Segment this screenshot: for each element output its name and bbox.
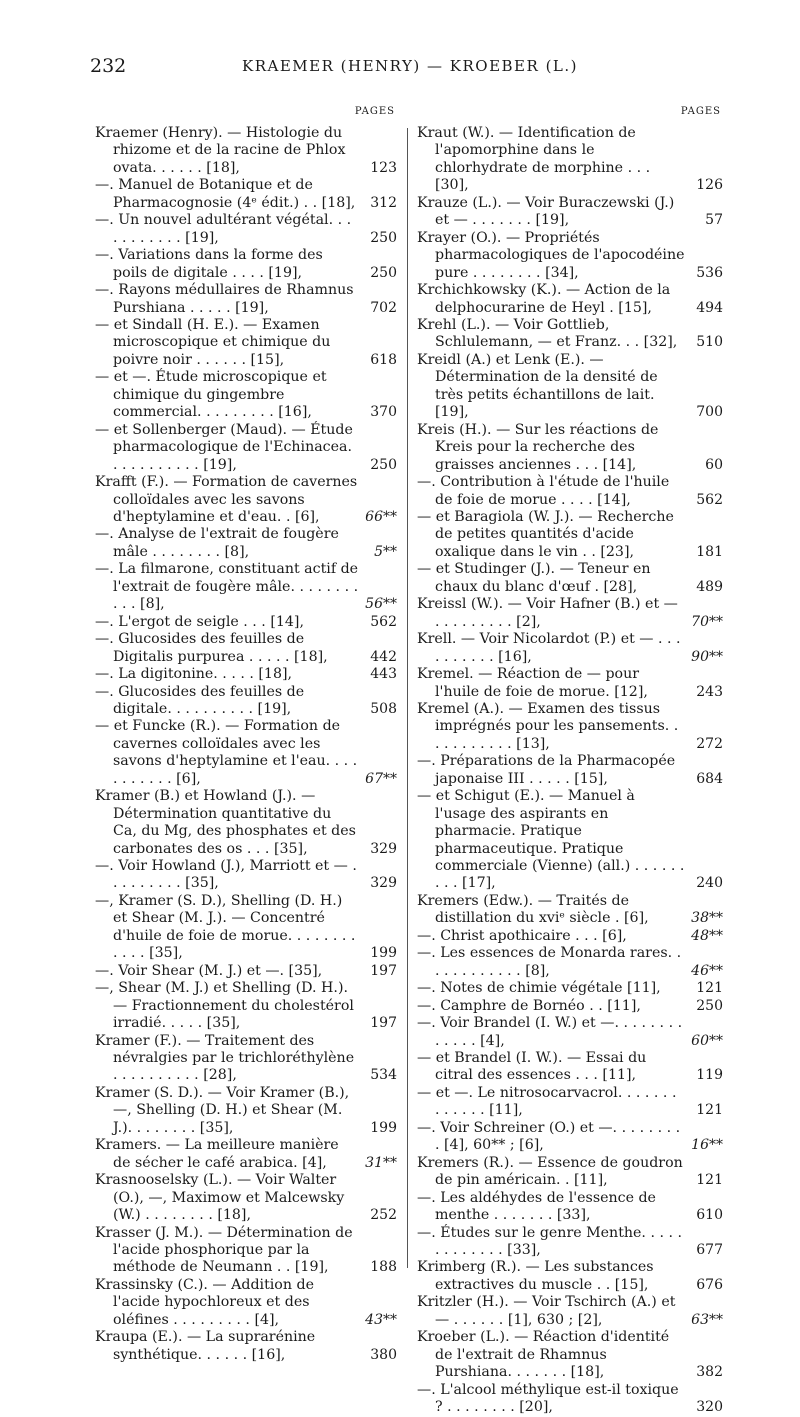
entry-page-number: 38**	[691, 910, 723, 927]
entry-text: Krasser (J. M.). — Détermination de l'acide phosphorique par la méthode de Neumann . . [19],	[95, 1224, 353, 1276]
index-entry	[95, 614, 397, 631]
entry-text: — et Baragiola (W. J.). — Recherche de petites quantités d'acide oxalique dans le vin . . [23],	[417, 508, 674, 560]
entry-page-number: 119	[696, 1067, 723, 1084]
index-entry	[417, 125, 723, 195]
index-entry	[95, 980, 397, 1032]
entry-text: —. Glucosides des feuilles de Digitalis purpurea . . . . . [18],	[95, 631, 328, 665]
entry-page-number: 370	[370, 404, 397, 421]
entry-text: — et Funcke (R.). — Formation de cavernes colloïdales avec les savons d'heptylamine et l'eau. . . . . . . . . . . [6],	[95, 718, 358, 787]
entry-text: —. Voir Brandel (I. W.) et —. . . . . . . . . . . . . [4],	[417, 1015, 683, 1049]
entry-text: —. Voir Howland (J.), Marriott et — . . . . . . . . . [35],	[95, 858, 357, 892]
entry-text: — et Sollenberger (Maud). — Étude pharmacologique de l'Echinacea. . . . . . . . . . . [19],	[95, 421, 353, 473]
entry-page-number: 494	[696, 299, 723, 316]
index-entry	[95, 474, 397, 526]
entry-page-number: 121	[696, 1172, 723, 1189]
column-divider	[407, 128, 408, 1268]
index-entry	[95, 526, 397, 561]
index-entry	[95, 963, 397, 980]
entry-page-number: 5**	[374, 543, 397, 560]
entry-text: Krehl (L.). — Voir Gottlieb, Schlulemann, — et Franz. . . [32],	[417, 316, 678, 351]
entry-page-number: 380	[370, 1346, 397, 1363]
index-entry	[95, 718, 397, 788]
index-entry	[417, 1120, 723, 1155]
entry-text: —. Contribution à l'étude de l'huile de foie de morue . . . . [14],	[417, 474, 670, 508]
entry-text: Kramer (B.) et Howland (J.). — Détermination quantitative du Ca, du Mg, des phosphates et des carbonates des os . . . [35],	[95, 788, 356, 857]
entry-text: —. Voir Schreiner (O.) et —. . . . . . . . . [4], 60** ; [6],	[417, 1119, 681, 1154]
entry-text: Kreidl (A.) et Lenk (E.). — Détermination de la densité de très petits échantillons de lait. [19],	[417, 351, 658, 421]
index-entry	[95, 561, 397, 613]
index-entry	[95, 1172, 397, 1224]
entry-text: —. Christ apothicaire . . . [6],	[417, 927, 627, 944]
entry-text: —. Rayons médullaires de Rhamnus Purshiana . . . . . [19],	[95, 282, 354, 316]
right-column	[417, 105, 723, 1417]
index-entry	[417, 701, 723, 753]
entry-page-number: 562	[370, 613, 397, 630]
entry-page-number: 534	[370, 1067, 397, 1084]
entry-text: Kremers (R.). — Essence de goudron de pin américain. . [11],	[417, 1154, 683, 1189]
entry-page-number: 618	[370, 351, 397, 368]
index-entry	[417, 561, 723, 596]
entry-page-number: 243	[696, 683, 723, 700]
entry-text: — et —. Le nitrosocarvacrol. . . . . . . . . . . . . [11],	[417, 1084, 677, 1119]
entry-page-number: 199	[370, 1119, 397, 1136]
index-entry	[417, 1155, 723, 1190]
index-entry	[417, 928, 723, 945]
entry-text: Krassinsky (C.). — Addition de l'acide hypochloreux et des oléfines . . . . . . . . . [4],	[95, 1276, 314, 1328]
entry-page-number: 67**	[365, 770, 397, 787]
index-entry	[95, 893, 397, 963]
index-entry	[95, 1085, 397, 1137]
index-entry	[95, 177, 397, 212]
entry-page-number: 188	[370, 1259, 397, 1276]
entry-text: —. Les essences de Monarda rares. . . . . . . . . . . . [8],	[417, 945, 682, 979]
index-entry	[417, 1382, 723, 1417]
index-entry	[95, 1225, 397, 1277]
index-entry	[95, 1277, 397, 1329]
index-entry	[417, 352, 723, 422]
entry-text: Kraut (W.). — Identification de l'apomorphine dans le chlorhydrate de morphine . . . [30],	[417, 125, 651, 194]
entry-page-number: 56**	[365, 596, 397, 613]
entry-text: —. Manuel de Botanique et de Pharmacognosie (4ᵉ édit.) . . [18],	[95, 177, 356, 211]
entry-text: — et Brandel (I. W.). — Essai du citral des essences . . . [11],	[417, 1050, 647, 1084]
entry-page-number: 199	[370, 945, 397, 962]
entry-text: Krauze (L.). — Voir Buraczewski (J.) et — . . . . . . . [19],	[417, 194, 675, 229]
entry-text: —. Préparations de la Pharmacopée japonaise III . . . . . [15],	[417, 753, 676, 787]
entry-text: —. Glucosides des feuilles de digitale. . . . . . . . . . [19],	[95, 683, 305, 717]
entry-page-number: 60	[705, 456, 723, 473]
entry-page-number: 443	[370, 666, 397, 683]
entry-page-number: 442	[370, 648, 397, 665]
index-entry	[95, 1329, 397, 1364]
entry-page-number: 700	[696, 404, 723, 421]
entry-text: —. L'alcool méthylique est-il toxique ? . . . . . . . . [20],	[417, 1381, 679, 1416]
entry-page-number: 250	[370, 456, 397, 473]
index-entry	[417, 998, 723, 1015]
entry-text: Kritzler (H.). — Voir Tschirch (A.) et — . . . . . . [1], 630 ; [2],	[417, 1294, 676, 1328]
entry-text: —. Un nouvel adultérant végétal. . . . . . . . . . . [19],	[95, 212, 352, 246]
entry-page-number: 250	[696, 997, 723, 1014]
index-entry	[417, 596, 723, 631]
entry-text: Kroeber (L.). — Réaction d'identité de l'extrait de Rhamnus Purshiana. . . . . . . [18],	[417, 1329, 670, 1381]
pages-column-label: PAGES	[680, 106, 721, 117]
entry-text: Kraupa (E.). — La suprarénine synthétique. . . . . . [16],	[95, 1329, 316, 1363]
index-entry	[417, 980, 723, 997]
index-entry	[95, 1033, 397, 1085]
entry-page-number: 121	[696, 980, 723, 997]
entry-page-number: 197	[370, 1015, 397, 1032]
index-entry	[95, 631, 397, 666]
entry-text: Kreissl (W.). — Voir Hafner (B.) et — . . . . . . . . . [2],	[417, 596, 678, 630]
entry-text: —. Camphre de Bornéo . . [11],	[417, 997, 641, 1014]
entry-page-number: 250	[370, 264, 397, 281]
entry-page-number: 250	[370, 229, 397, 246]
index-entry	[417, 1190, 723, 1225]
entry-page-number: 252	[370, 1207, 397, 1224]
entry-page-number: 16**	[691, 1137, 723, 1154]
entry-page-number: 610	[696, 1207, 723, 1224]
index-entry	[417, 282, 723, 317]
index-entry	[417, 1085, 723, 1120]
entry-text: —. La filmarone, constituant actif de l'extrait de fougère mâle. . . . . . . . . . . [8],	[95, 561, 359, 613]
entry-page-number: 46**	[691, 962, 723, 979]
entry-text: — et Studinger (J.). — Teneur en chaux du blanc d'œuf . [28],	[417, 561, 651, 595]
entry-text: Krell. — Voir Nicolardot (P.) et — . . . . . . . . . . [16],	[417, 631, 681, 665]
index-entry	[95, 858, 397, 893]
entry-text: Kreis (H.). — Sur les réactions de Kreis pour la recherche des graisses anciennes . . . [14],	[417, 421, 659, 473]
index-entry	[95, 666, 397, 683]
index-entry	[417, 753, 723, 788]
entry-page-number: 677	[696, 1242, 723, 1258]
index-entry	[95, 317, 397, 369]
index-entry	[95, 788, 397, 858]
entry-page-number: 60**	[691, 1032, 723, 1049]
entry-text: — et Schigut (E.). — Manuel à l'usage des aspirants en pharmacie. Pratique pharmaceutique. Pratique commerciale (Vienne) (all.) . . . . . . . . . [17],	[417, 788, 685, 892]
entry-text: Kramer (F.). — Traitement des névralgies par le trichloréthylène . . . . . . . . . . [28],	[95, 1032, 355, 1084]
entry-page-number: 197	[370, 962, 397, 979]
entry-text: —. Voir Shear (M. J.) et —. [35],	[95, 962, 323, 979]
entry-text: —. Notes de chimie végétale [11],	[417, 980, 661, 997]
left-column	[95, 105, 397, 1364]
entry-page-number: 70**	[691, 613, 723, 630]
index-entry	[417, 788, 723, 893]
entry-text: — et —. Étude microscopique et chimique du gingembre commercial. . . . . . . . . [16],	[95, 369, 327, 421]
entry-page-number: 312	[370, 194, 397, 211]
entry-text: Krimberg (R.). — Les substances extractives du muscle . . [15],	[417, 1259, 654, 1293]
entry-page-number: 702	[370, 299, 397, 316]
entry-text: Krafft (F.). — Formation de cavernes colloïdales avec les savons d'heptylamine et d'eau. . [6],	[95, 474, 358, 525]
entry-text: Kraemer (Henry). — Histologie du rhizome et de la racine de Phlox ovata. . . . . . [18],	[95, 125, 346, 176]
index-entry	[417, 1015, 723, 1050]
index-entry	[95, 684, 397, 719]
index-entry	[417, 474, 723, 509]
entry-text: —, Kramer (S. D.), Shelling (D. H.) et Shear (M. J.). — Concentré d'huile de foie de morue. . . . . . . . . . . . [35],	[95, 892, 356, 962]
entry-page-number: 121	[696, 1102, 723, 1119]
index-entry	[417, 1225, 723, 1260]
entry-page-number: 66**	[365, 508, 397, 525]
entry-page-number: 57	[705, 212, 723, 229]
page-header	[90, 55, 730, 83]
entry-text: Kremel. — Réaction de — pour l'huile de foie de morue. [12],	[417, 666, 648, 700]
running-title: KRAEMER (HENRY) — KROEBER (L.)	[242, 57, 578, 75]
entry-page-number: 63**	[691, 1311, 723, 1328]
index-entry	[95, 422, 397, 474]
entry-text: Krchichkowsky (K.). — Action de la delphocurarine de Heyl . [15],	[417, 282, 671, 316]
entry-text: —. Les aldéhydes de l'essence de menthe . . . . . . . [33],	[417, 1189, 656, 1224]
index-entry	[95, 1137, 397, 1172]
entry-page-number: 240	[696, 875, 723, 892]
entry-page-number: 272	[696, 735, 723, 752]
entry-text: —. La digitonine. . . . . [18],	[95, 666, 293, 683]
entry-page-number: 382	[696, 1364, 723, 1381]
index-entry	[417, 230, 723, 282]
entry-page-number: 320	[696, 1399, 723, 1416]
index-entry	[417, 1329, 723, 1381]
index-entry	[95, 282, 397, 317]
index-entry	[95, 125, 397, 177]
entry-page-number: 181	[696, 543, 723, 560]
entry-text: Krayer (O.). — Propriétés pharmacologiques de l'apocodéine pure . . . . . . . . [34],	[417, 229, 685, 281]
entry-page-number: 489	[696, 578, 723, 595]
index-entry	[417, 422, 723, 474]
index-entry	[417, 195, 723, 230]
entry-page-number: 676	[696, 1276, 723, 1293]
entry-text: —. Études sur le genre Menthe. . . . . . . . . . . . . [33],	[417, 1224, 683, 1258]
index-entry	[417, 1050, 723, 1085]
entry-text: —. L'ergot de seigle . . . [14],	[95, 613, 304, 630]
entry-text: Kremel (A.). — Examen des tissus imprégnés pour les pansements. . . . . . . . . . . [13],	[417, 700, 679, 752]
entry-page-number: 126	[696, 177, 723, 194]
index-entry	[95, 247, 397, 282]
entry-page-number: 31**	[365, 1154, 397, 1171]
index-entry	[95, 212, 397, 247]
entry-page-number: 329	[370, 840, 397, 857]
entry-page-number: 43**	[365, 1311, 397, 1328]
entry-text: Krasnooselsky (L.). — Voir Walter (O.), —, Maximow et Malcewsky (W.) . . . . . . . . [18],	[95, 1172, 345, 1224]
index-entry	[95, 369, 397, 421]
entry-text: Kramers. — La meilleure manière de sécher le café arabica. [4],	[95, 1137, 339, 1171]
index-entry	[417, 945, 723, 980]
pages-column-label: PAGES	[354, 106, 395, 117]
entry-text: —, Shear (M. J.) et Shelling (D. H.). — Fractionnement du cholestérol irradié. . . . . [35],	[95, 980, 354, 1032]
entry-page-number: 123	[370, 159, 397, 176]
entry-page-number: 562	[696, 491, 723, 508]
entry-text: —. Variations dans la forme des poils de digitale . . . . [19],	[95, 247, 323, 281]
entry-page-number: 329	[370, 875, 397, 892]
entry-page-number: 510	[696, 334, 723, 351]
entry-page-number: 508	[370, 700, 397, 717]
entry-text: Kramer (S. D.). — Voir Kramer (B.), —, Shelling (D. H.) et Shear (M. J.). . . . . . . . [35],	[95, 1084, 350, 1136]
entry-page-number: 684	[696, 770, 723, 787]
index-entry	[417, 666, 723, 701]
entry-page-number: 48**	[691, 927, 723, 944]
entry-text: Kremers (Edw.). — Traités de distillation du xviᵉ siècle . [6],	[417, 892, 649, 927]
index-entry	[417, 893, 723, 928]
entry-page-number: 90**	[691, 648, 723, 665]
index-entry	[417, 509, 723, 561]
entry-page-number: 536	[696, 264, 723, 281]
index-entry	[417, 631, 723, 666]
entry-text: — et Sindall (H. E.). — Examen microscopique et chimique du poivre noir . . . . . . [15],	[95, 316, 331, 368]
page-number: 232	[90, 55, 127, 77]
entry-text: —. Analyse de l'extrait de fougère mâle . . . . . . . . [8],	[95, 526, 339, 560]
index-entry	[417, 317, 723, 352]
index-entry	[417, 1259, 723, 1294]
